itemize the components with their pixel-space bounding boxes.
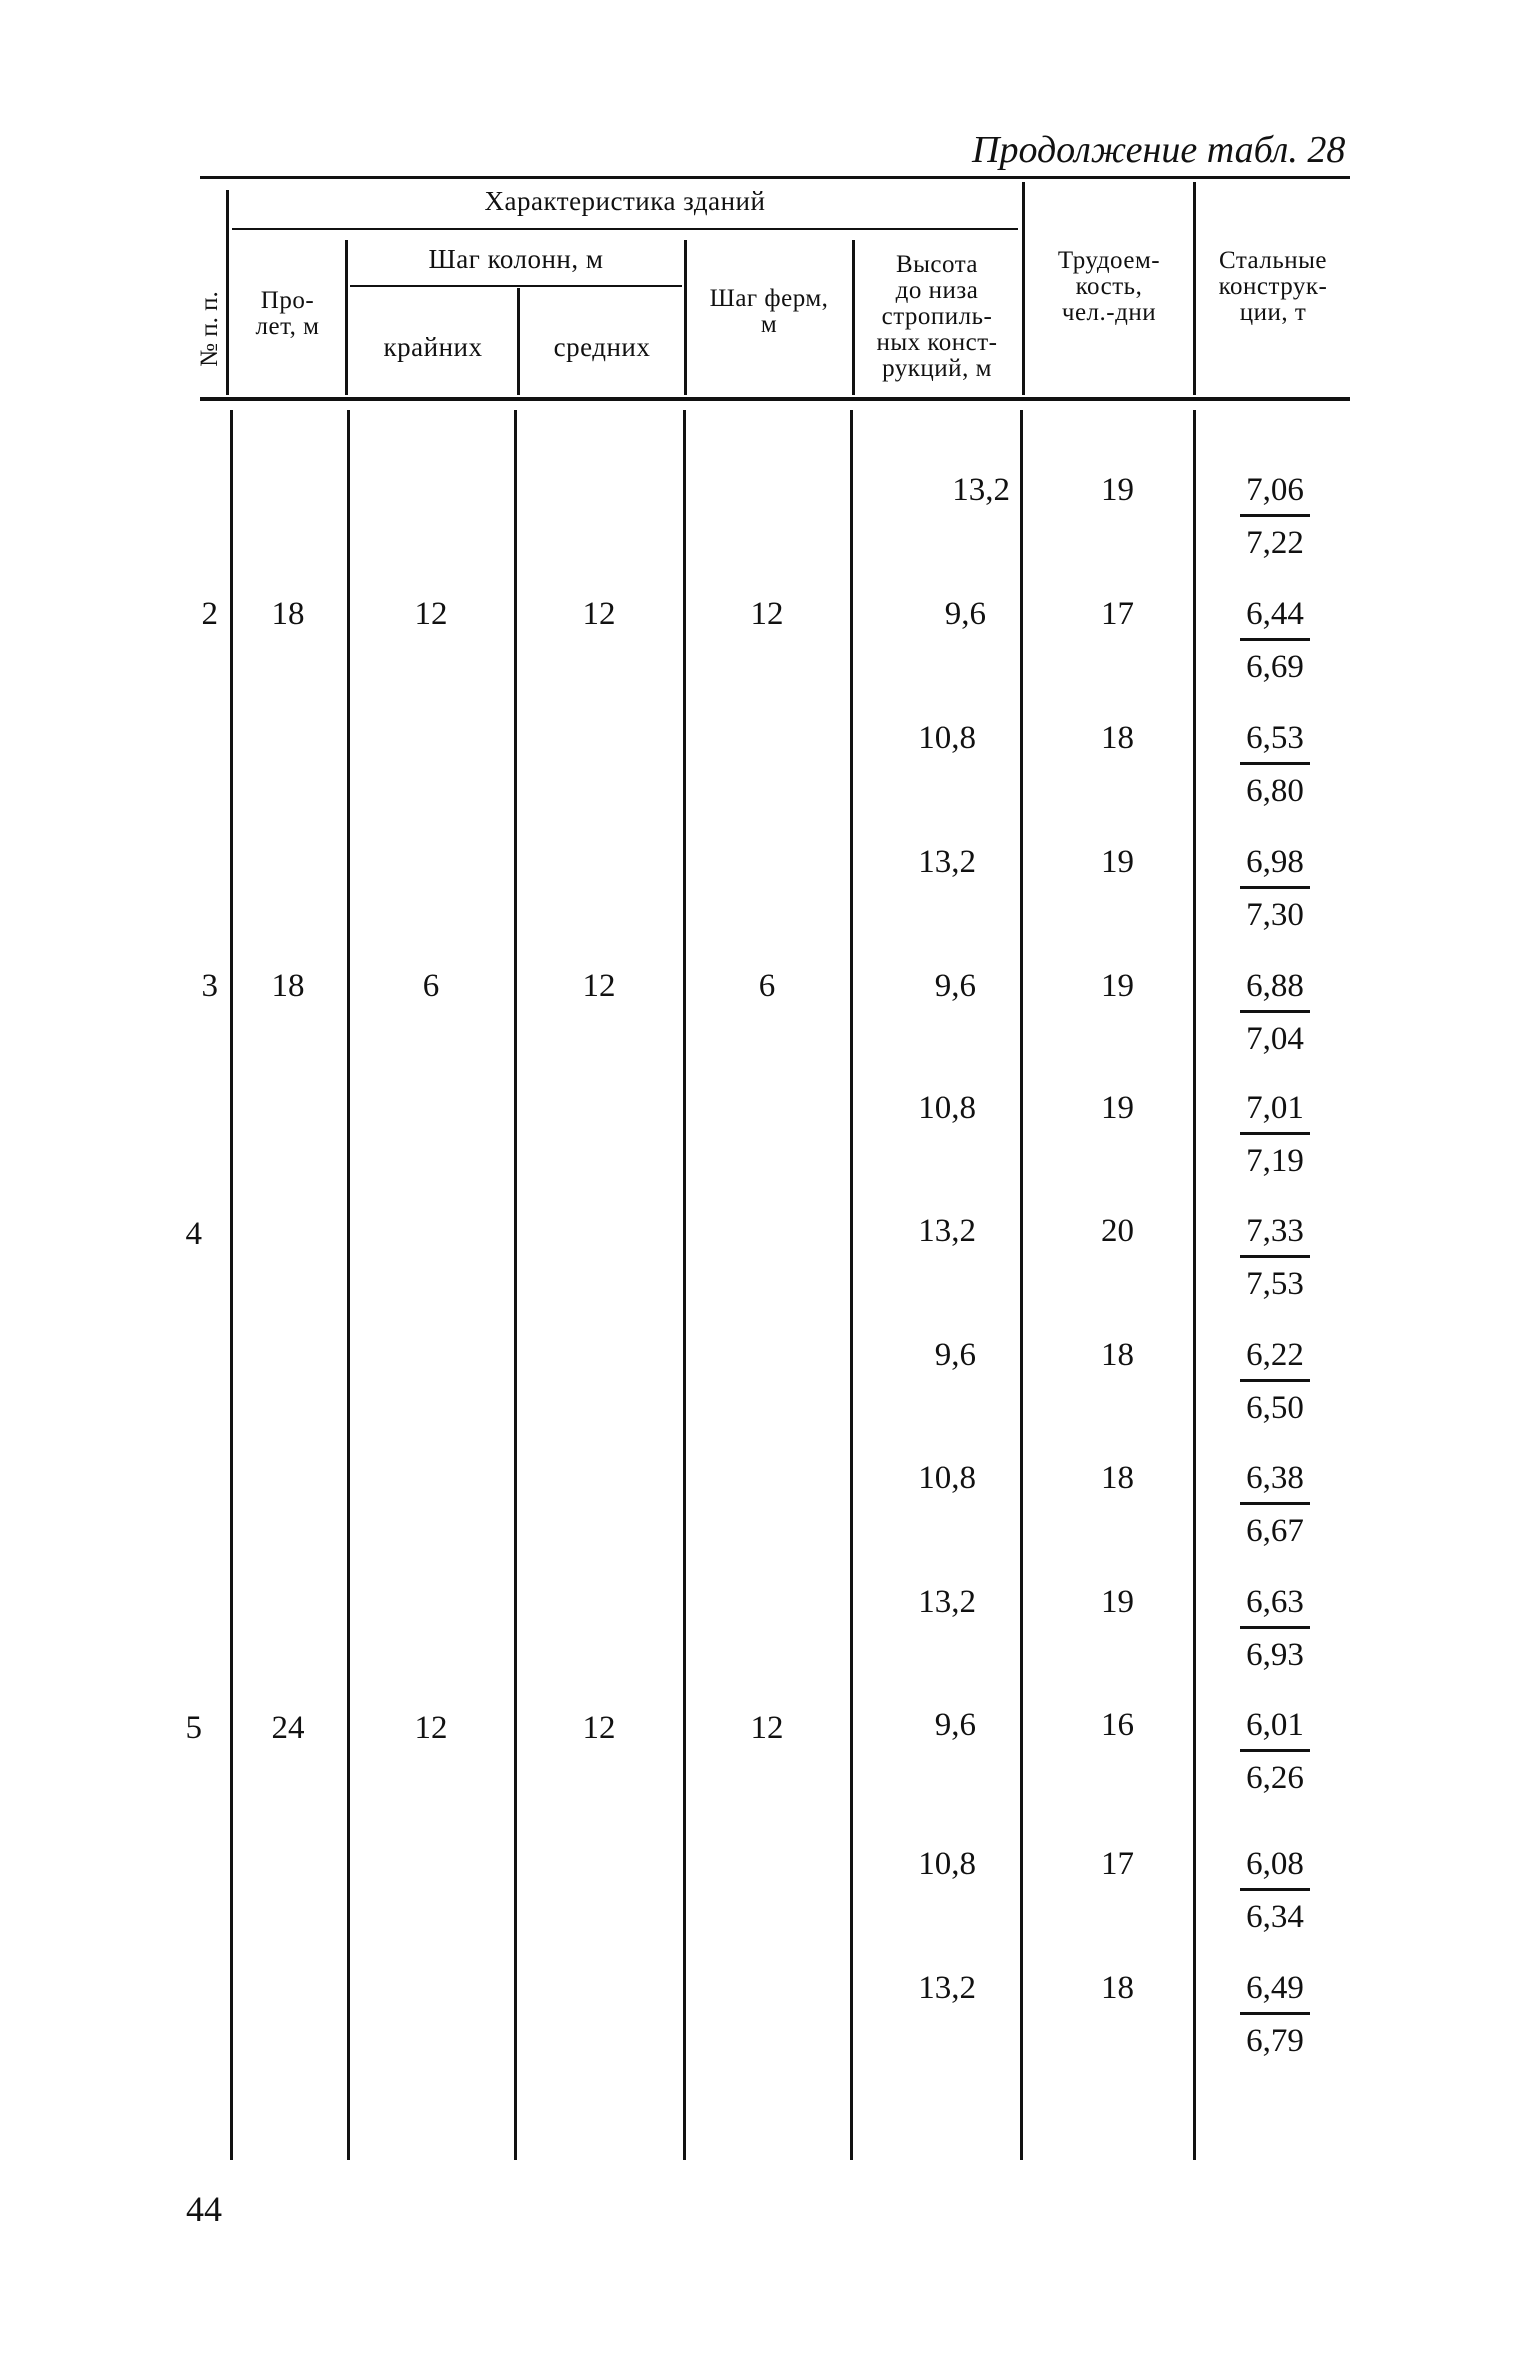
- header-steel: [1196, 248, 1350, 326]
- header-steel-line3: ции, т: [1239, 299, 1307, 326]
- group-row-number: 5: [185, 1710, 202, 1746]
- height-value: 10,8: [918, 1090, 976, 1126]
- labor-value: 19: [1101, 1090, 1134, 1126]
- steel-numerator: 6,22: [1240, 1337, 1310, 1382]
- steel-fraction: [1230, 1460, 1320, 1549]
- steel-fraction: [1230, 720, 1320, 809]
- body-divider-outer: [514, 410, 517, 2160]
- header-height-line3: стропиль-: [881, 303, 993, 330]
- body-divider-middle: [683, 410, 686, 2160]
- header-bottom-rule: [200, 397, 1350, 401]
- group-column-middle: 12: [582, 596, 616, 632]
- header-height-line5: рукций, м: [882, 355, 992, 382]
- height-value: 13,2: [918, 1584, 976, 1620]
- steel-denominator: 6,67: [1246, 1513, 1304, 1549]
- labor-value: 17: [1101, 596, 1134, 632]
- steel-fraction: [1230, 1846, 1320, 1935]
- body-divider-truss: [850, 410, 853, 2160]
- header-height-line4: ных конст-: [876, 329, 998, 356]
- header-labor-line1: Трудоем-: [1057, 247, 1161, 274]
- steel-fraction: [1230, 1707, 1320, 1796]
- group-column-middle: 12: [582, 1710, 616, 1746]
- labor-value: 17: [1101, 1846, 1134, 1882]
- labor-value: 18: [1101, 1970, 1134, 2006]
- table-top-rule: [200, 176, 1350, 179]
- labor-value: 19: [1101, 968, 1134, 1004]
- steel-fraction: [1230, 472, 1320, 561]
- header-divider-num: [226, 190, 229, 395]
- labor-value: 16: [1101, 1707, 1134, 1743]
- group-row-number: 2: [201, 596, 218, 632]
- steel-fraction: [1230, 1213, 1320, 1302]
- labor-value: 20: [1101, 1213, 1134, 1249]
- steel-denominator: 6,50: [1246, 1390, 1304, 1426]
- header-steel-line1: Стальные: [1218, 247, 1328, 274]
- header-steel-line2: конструк-: [1218, 273, 1328, 300]
- labor-value: 18: [1101, 1337, 1134, 1373]
- body-divider-num: [230, 410, 233, 2160]
- header-column-step: Шаг колонн, м: [428, 244, 604, 274]
- group-truss-step: 12: [750, 1710, 784, 1746]
- header-column-middle: средних: [553, 332, 651, 362]
- header-labor-line2: кость,: [1075, 273, 1143, 300]
- steel-denominator: 7,19: [1246, 1143, 1304, 1179]
- steel-fraction: [1230, 596, 1320, 685]
- group-row-number: 3: [201, 968, 218, 1004]
- table-caption: Продолжение табл. 28: [972, 129, 1346, 171]
- height-value: 9,6: [934, 1707, 976, 1743]
- group-header-rule: [232, 228, 1018, 230]
- group-column-outer: 6: [422, 968, 440, 1004]
- steel-fraction: [1230, 1337, 1320, 1426]
- header-truss-line1: Шаг ферм,: [709, 285, 829, 312]
- header-divider-span: [345, 240, 348, 395]
- body-divider-height: [1020, 410, 1023, 2160]
- header-span: [230, 288, 345, 340]
- steel-fraction: [1230, 968, 1320, 1057]
- height-value: 13,2: [918, 1970, 976, 2006]
- steel-numerator: 6,49: [1240, 1970, 1310, 2015]
- labor-value: 19: [1101, 844, 1134, 880]
- group-span: 18: [271, 968, 305, 1004]
- height-value: 13,2: [918, 1213, 976, 1249]
- steel-numerator: 7,06: [1240, 472, 1310, 517]
- steel-fraction: [1230, 1090, 1320, 1179]
- steel-numerator: 6,63: [1240, 1584, 1310, 1629]
- header-span-line1: Про-: [260, 287, 315, 314]
- group-column-outer: 12: [414, 1710, 448, 1746]
- steel-denominator: 7,53: [1246, 1266, 1304, 1302]
- steel-numerator: 6,38: [1240, 1460, 1310, 1505]
- group-truss-step: 12: [750, 596, 784, 632]
- header-height-line1: Высота: [895, 251, 979, 278]
- height-value: 10,8: [918, 720, 976, 756]
- header-characteristics: Характеристика зданий: [484, 186, 766, 216]
- labor-value: 18: [1101, 1460, 1134, 1496]
- header-truss-line2: м: [760, 311, 778, 338]
- header-column-outer: крайних: [383, 332, 483, 362]
- steel-denominator: 6,34: [1246, 1899, 1304, 1935]
- group-row-number: 4: [185, 1216, 202, 1252]
- labor-value: 18: [1101, 720, 1134, 756]
- group-column-outer: 12: [414, 596, 448, 632]
- page-number: 44: [186, 2189, 222, 2229]
- steel-numerator: 7,01: [1240, 1090, 1310, 1135]
- group-span: 18: [271, 596, 305, 632]
- header-labor: [1025, 248, 1193, 326]
- header-height: [853, 252, 1021, 382]
- height-value: 10,8: [918, 1846, 976, 1882]
- steel-numerator: 6,01: [1240, 1707, 1310, 1752]
- group-span: 24: [271, 1710, 305, 1746]
- steel-denominator: 7,04: [1246, 1021, 1304, 1057]
- steel-fraction: [1230, 844, 1320, 933]
- header-truss-step: [686, 286, 852, 338]
- header-row-number: № п. п.: [196, 291, 223, 367]
- labor-value: 19: [1101, 1584, 1134, 1620]
- steel-numerator: 6,53: [1240, 720, 1310, 765]
- group-truss-step: 6: [758, 968, 776, 1004]
- steel-denominator: 6,79: [1246, 2023, 1304, 2059]
- steel-denominator: 6,80: [1246, 773, 1304, 809]
- height-value: 9,6: [934, 1337, 976, 1373]
- group-column-middle: 12: [582, 968, 616, 1004]
- body-divider-span: [347, 410, 350, 2160]
- steel-denominator: 6,26: [1246, 1760, 1304, 1796]
- body-divider-labor: [1193, 410, 1196, 2160]
- steel-denominator: 7,22: [1246, 525, 1304, 561]
- height-value: 10,8: [918, 1460, 976, 1496]
- steel-numerator: 6,44: [1240, 596, 1310, 641]
- labor-value: 19: [1101, 472, 1134, 508]
- header-labor-line3: чел.-дни: [1061, 299, 1157, 326]
- height-value: 13,2: [918, 844, 976, 880]
- steel-denominator: 7,30: [1246, 897, 1304, 933]
- header-span-line2: лет, м: [255, 313, 320, 340]
- height-value: 9,6: [944, 596, 986, 632]
- height-value: 9,6: [934, 968, 976, 1004]
- steel-numerator: 6,08: [1240, 1846, 1310, 1891]
- header-height-line2: до низа: [895, 277, 979, 304]
- steel-fraction: [1230, 1970, 1320, 2059]
- steel-fraction: [1230, 1584, 1320, 1673]
- steel-numerator: 6,98: [1240, 844, 1310, 889]
- height-value: 13,2: [952, 472, 1010, 508]
- steel-denominator: 6,69: [1246, 649, 1304, 685]
- steel-denominator: 6,93: [1246, 1637, 1304, 1673]
- steel-numerator: 7,33: [1240, 1213, 1310, 1258]
- column-step-rule: [350, 285, 682, 287]
- steel-numerator: 6,88: [1240, 968, 1310, 1013]
